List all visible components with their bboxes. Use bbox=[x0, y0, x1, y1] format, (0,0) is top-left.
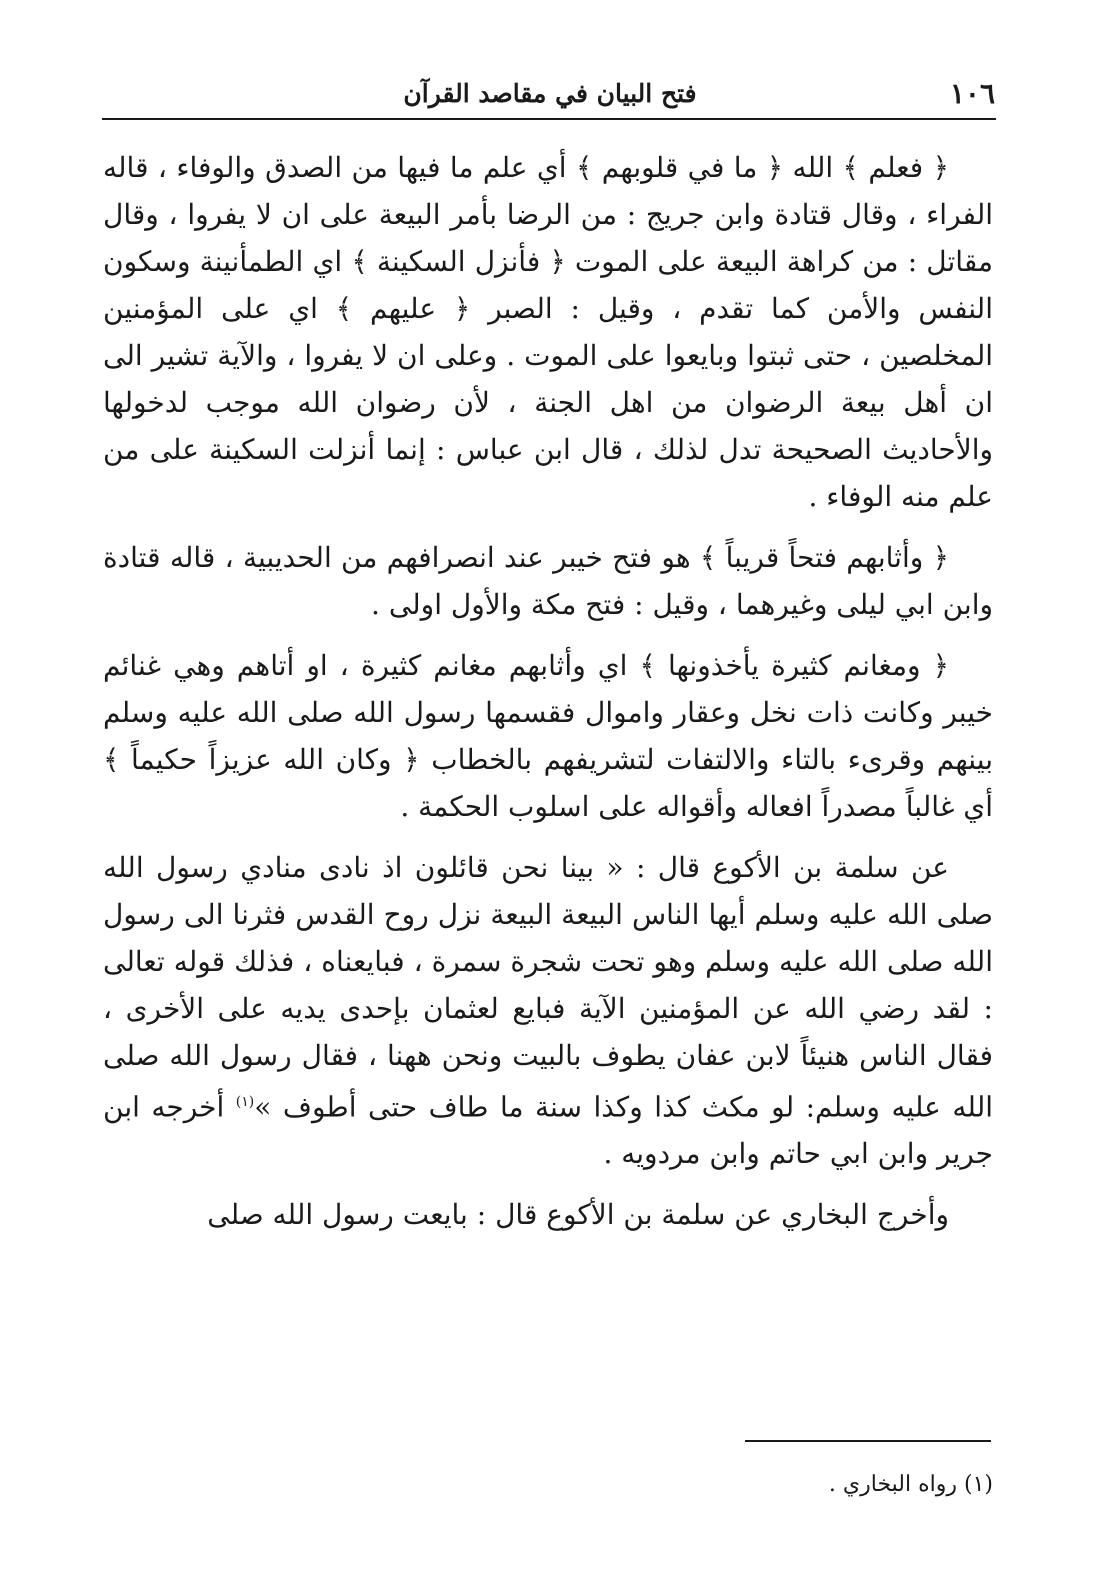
footnote: (١) رواه البخاري . bbox=[828, 1472, 993, 1497]
running-title: فتح البيان في مقاصد القرآن bbox=[403, 79, 697, 108]
page-header bbox=[105, 76, 995, 112]
footnote-rule bbox=[745, 1440, 991, 1442]
paragraph: ﴿ ومغانم كثيرة يأخذونها ﴾ اي وأثابهم مغانم كثيرة ، او أتاهم وهي غنائم خيبر وكانت ذات نخل وعقار واموال فقسمها رسول الله صلى الله عليه وسلم بينهم وقرىء بالتاء والالتفات لتشريفهم بالخطاب ﴿ وكان الله عزيزاً حكيماً ﴾ أي غالباً مصدراً افعاله وأقواله على اسلوب الحكمة . bbox=[103, 649, 993, 823]
paragraph bbox=[103, 844, 993, 1177]
paragraph: وأخرج البخاري عن سلمة بن الأكوع قال : بايعت رسول الله صلى bbox=[207, 1198, 949, 1232]
main-text bbox=[103, 144, 993, 1252]
paragraph-text: أخرجه ابن جرير وابن ابي حاتم وابن مردويه . bbox=[103, 1090, 993, 1171]
paragraph: ﴿ وأثابهم فتحاً قريباً ﴾ هو فتح خيبر عند انصرافهم من الحديبية ، قاله قتادة وابن ابي ليلى وغيرهما ، وقيل : فتح مكة والأول اولى . bbox=[103, 541, 993, 621]
header-rule bbox=[102, 118, 996, 120]
footnote-reference: (١) bbox=[235, 1094, 255, 1110]
paragraph-text: عن سلمة بن الأكوع قال : « بينا نحن قائلون اذ نادى منادي رسول الله صلى الله عليه وسلم أيها الناس البيعة البيعة نزل روح القدس فثرنا الى رسول الله صلى الله عليه وسلم وهو تحت شجرة سمرة ، فبايعناه ، فذلك قوله تعالى : لقد رضي الله عن المؤمنين الآية فبايع لعثمان بإحدى يديه على الأخرى ، فقال الناس هنيئاً لابن عفان يطوف بالبيت ونحن ههنا ، فقال رسول الله صلى الله عليه وسلم: لو مكث كذا وكذا سنة ما طاف حتى أطوف » bbox=[103, 851, 993, 1124]
page-number: ١٠٦ bbox=[949, 77, 995, 110]
paragraph: ﴿ فعلم ﴾ الله ﴿ ما في قلوبهم ﴾ أي علم ما فيها من الصدق والوفاء ، قاله الفراء ، وقال قتادة وابن جريج : من الرضا بأمر البيعة على ان لا يفروا ، وقال مقاتل : من كراهة البيعة على الموت ﴿ فأنزل السكينة ﴾ اي الطمأنينة وسكون النفس والأمن كما تقدم ، وقيل : الصبر ﴿ عليهم ﴾ اي على المؤمنين المخلصين ، حتى ثبتوا وبايعوا على الموت . وعلى ان لا يفروا ، والآية تشير الى ان أهل بيعة الرضوان من اهل الجنة ، لأن رضوان الله موجب لدخولها والأحاديث الصحيحة تدل لذلك ، قال ابن عباس : إنما أنزلت السكينة على من علم منه الوفاء . bbox=[103, 151, 993, 513]
